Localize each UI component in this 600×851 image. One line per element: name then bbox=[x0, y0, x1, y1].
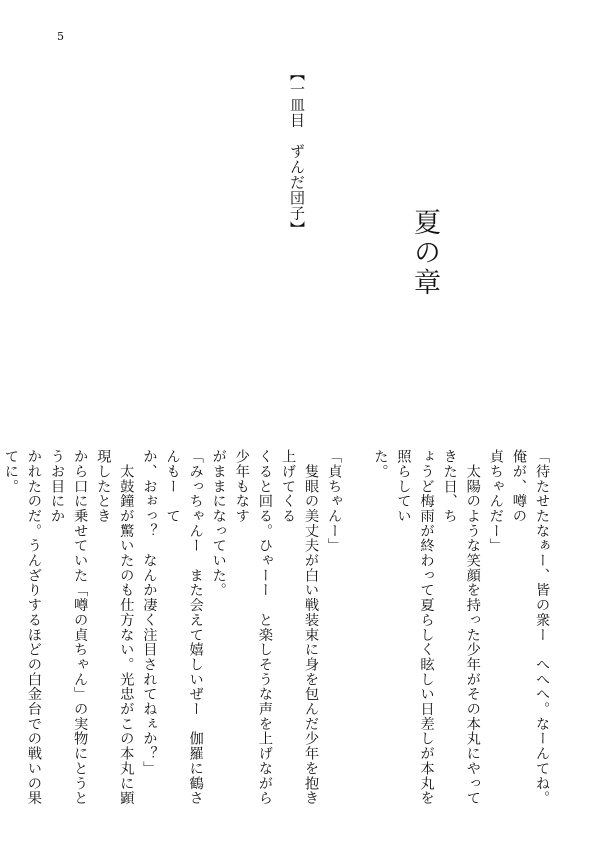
body-line: 太鼓鐘が驚いたのも仕方ない。光忠がこの本丸に顕現したとき bbox=[95, 449, 135, 806]
body-line: かれたのだ。うんざりするほどの白金台での戦いの果てに。 bbox=[2, 449, 42, 806]
body-line: 「貞ちゃんー」 bbox=[326, 449, 343, 553]
body-line: がままになっていた。 bbox=[210, 449, 227, 598]
body-text bbox=[0, 449, 553, 814]
body-line: た。 bbox=[372, 449, 389, 479]
body-line: くると回る。ひゃーー と楽しそうな声を上げながら少年もなす bbox=[233, 449, 273, 806]
section-title: 夏の章 bbox=[409, 208, 440, 298]
chapter-heading: 【一皿目 ずんだ団子】 bbox=[288, 66, 306, 237]
body-line: 「みっちゃんー また会えて嬉しいぜー 伽羅に鶴さんもー て bbox=[164, 449, 204, 806]
body-line: 貞ちゃんだー」 bbox=[487, 449, 504, 553]
body-line: 隻眼の美丈夫が白い戦装束に身を包んだ少年を抱き上げてくる bbox=[279, 449, 320, 806]
body-line: 「待たせたなぁー、皆の衆ー へへへ。なーんてね。俺が、噂の bbox=[510, 449, 550, 806]
body-line: か、おぉっ？ なんか凄く注目されてねぇか？」 bbox=[141, 449, 158, 776]
body-line: から口に乗せていた「噂の貞ちゃん」の実物にとうとうお目にか bbox=[49, 449, 89, 806]
body-line: ょうど梅雨が終わって夏らしく眩しい日差しが本丸を照らしてい bbox=[395, 449, 435, 806]
body-line-blank bbox=[345, 449, 368, 814]
body-line: 太陽のような笑顔を持った少年がその本丸にやってきた日、ち bbox=[441, 449, 481, 806]
page-number: 5 bbox=[57, 30, 64, 43]
